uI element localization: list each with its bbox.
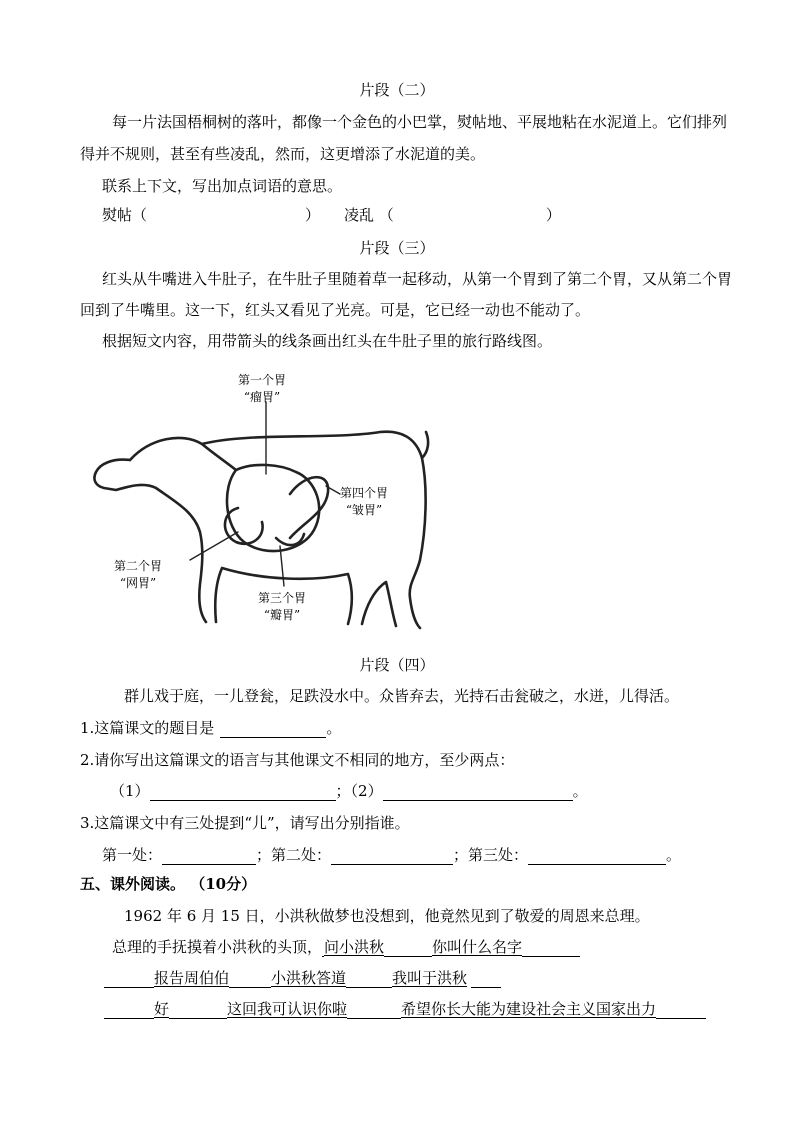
question-4-2-answers: （1） ；（2） 。: [110, 782, 588, 800]
punct-blank-7[interactable]: [471, 972, 501, 988]
leader-line-2: [190, 532, 238, 560]
answer-blank-first[interactable]: [162, 849, 256, 865]
punct-blank-10[interactable]: [347, 1003, 401, 1019]
leader-line-3: [280, 546, 284, 586]
question-4-3-answers: 第一处： ；第二处： ；第三处： 。: [102, 846, 682, 864]
stomach-abomasum: [290, 477, 328, 538]
reading-line-1: 1962 年 6 月 15 日，小洪秋做梦也没想到，他竟然见到了敬爱的周恩来总理。: [124, 907, 650, 925]
word-1-label: 熨帖（: [102, 206, 148, 224]
classical-text: 群儿戏于庭，一儿登瓮，足跌没水中。众皆弃去，光持石击瓮破之，水迸，儿得活。: [124, 687, 680, 705]
answer-blank-point-1[interactable]: [150, 785, 336, 801]
word-2-end: ）: [545, 206, 561, 224]
paragraph-2-line-2: 得并不规则，甚至有些凌乱，然而，这更增添了水泥道的美。: [80, 145, 486, 163]
label-stomach-1: 第一个胃 “瘤胃”: [238, 373, 287, 404]
cow-outline-tail: [422, 432, 428, 458]
word-2-label: 凌乱 （: [344, 206, 394, 224]
section-heading-4: 片段（四）: [359, 656, 435, 674]
stomach-omasum: [276, 534, 304, 545]
cow-outline-hind: [362, 582, 396, 626]
reading-line-3: 报告周伯伯 小洪秋答道 我叫于洪秋: [104, 968, 501, 988]
label-stomach-3: 第三个胃 “瓣胃”: [258, 591, 307, 622]
paragraph-2-line-1: 每一片法国梧桐树的落叶，都像一个金色的小巴掌，熨帖地、平展地粘在水泥道上。它们排列: [112, 113, 728, 131]
answer-row-2: [102, 205, 561, 225]
question-4-2: 2.请你写出这篇课文的语言与其他课文不相同的地方，至少两点：: [80, 751, 515, 769]
stomach-rumen: [227, 465, 319, 551]
punct-blank-3[interactable]: [522, 941, 580, 957]
word-1-end: ）: [305, 206, 321, 224]
question-2: 联系上下文，写出加点词语的意思。: [102, 177, 343, 195]
punct-blank-11[interactable]: [656, 1003, 706, 1019]
paragraph-3-line-2: 回到了牛嘴里。这一下，红头又看见了光亮。可是，它已经一动也不能动了。: [80, 301, 591, 319]
question-4-3: 3.这篇课文中有三处提到“儿”，请写出分别指谁。: [80, 814, 410, 832]
punct-blank-8[interactable]: [104, 1003, 154, 1019]
section-heading-5: 五、课外阅读。 （10分）: [80, 875, 257, 893]
label-stomach-4: 第四个胃 “皱胃”: [340, 486, 389, 517]
reading-line-2: 总理的手抚摸着小洪秋的头顶， 问小洪秋 你叫什么名字: [112, 937, 580, 957]
esophagus: [202, 444, 236, 470]
answer-blank-title[interactable]: [220, 722, 326, 738]
punct-blank-6[interactable]: [346, 972, 392, 988]
reading-line-4: 好 这回我可认识你啦 希望你长大能为建设社会主义国家出力: [104, 999, 706, 1019]
answer-blank-point-2[interactable]: [383, 785, 573, 801]
punct-blank-2[interactable]: [384, 941, 432, 957]
answer-blank-second[interactable]: [331, 849, 453, 865]
label-stomach-2: 第二个胃 “网胃”: [114, 559, 163, 590]
question-4-1: 1.这篇课文的题目是 。: [80, 719, 342, 737]
section-heading-3: 片段（三）: [359, 239, 435, 257]
paragraph-3-line-1: 红头从牛嘴进入牛肚子，在牛肚子里随着草一起移动，从第一个胃到了第二个胃，又从第二个胃: [102, 270, 733, 288]
answer-blank-third[interactable]: [528, 849, 666, 865]
punct-blank-4[interactable]: [104, 972, 154, 988]
punct-blank-5[interactable]: [229, 972, 271, 988]
question-3: 根据短文内容，用带箭头的线条画出红头在牛肚子里的旅行路线图。: [102, 332, 553, 350]
section-heading-2: 片段（二）: [359, 81, 435, 99]
cow-outline-head: [94, 460, 156, 490]
punct-blank-9[interactable]: [169, 1003, 227, 1019]
